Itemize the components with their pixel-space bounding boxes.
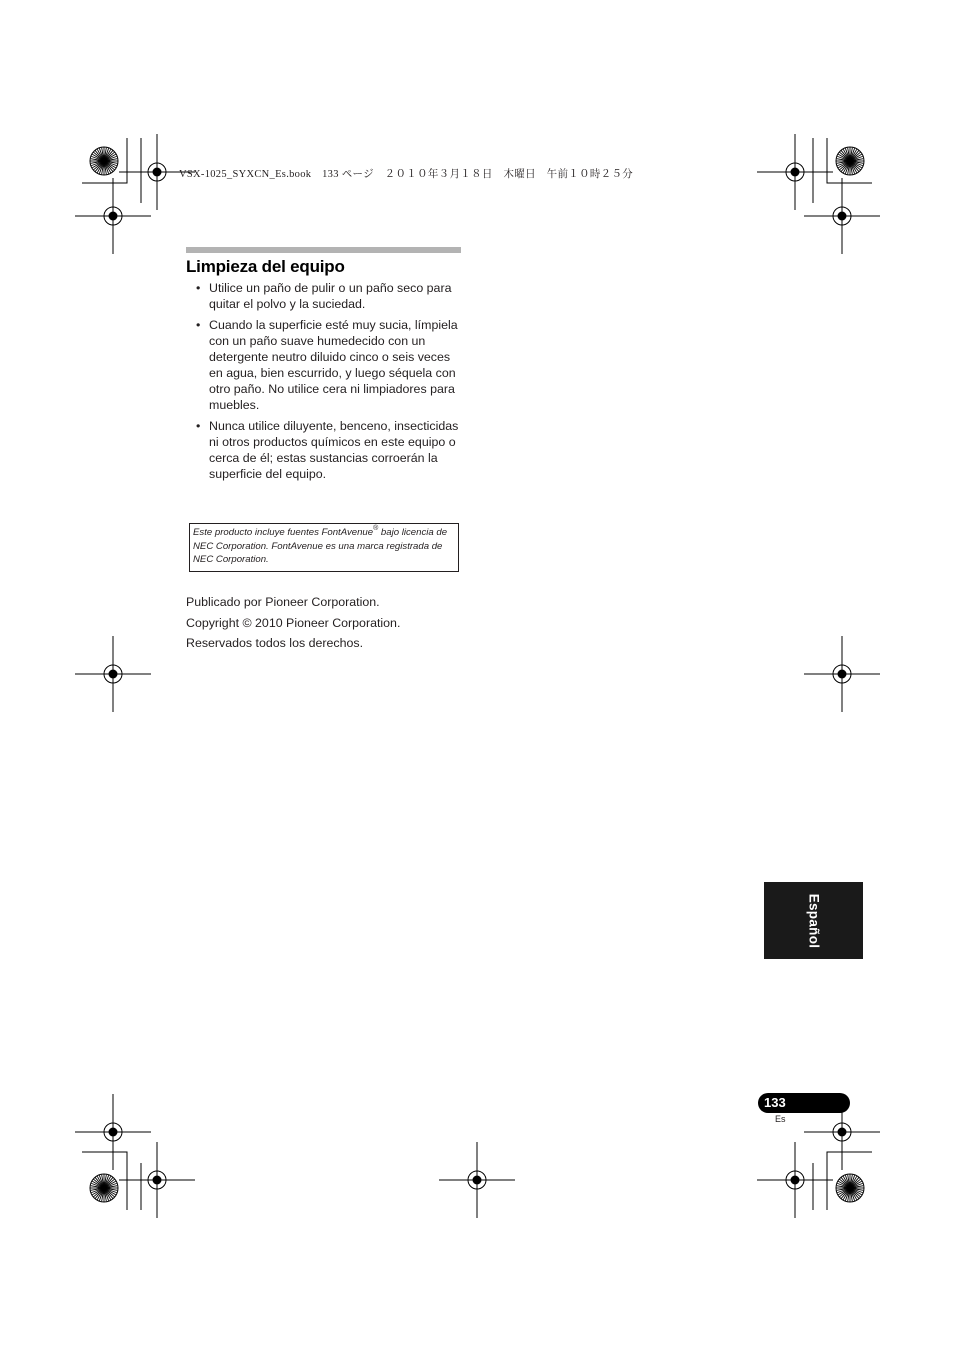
- language-tab-label: Español: [806, 893, 821, 948]
- cleaning-instructions: [193, 280, 465, 487]
- print-slug: VSX-1025_SYXCN_Es.book 133 ページ ２０１０年３月１８日 木曜日 午前１０時２５分: [179, 169, 634, 180]
- published-by: Publicado por Pioneer Corporation.: [186, 595, 380, 609]
- notice-text-end: bajo licencia de NEC Corporation. FontAvenue es una marca registrada de NEC Corporation.: [193, 527, 448, 565]
- rights-reserved: Reservados todos los derechos.: [186, 636, 364, 651]
- page-number-badge: [758, 1093, 850, 1113]
- list-item: • Nunca utilice diluyente, benceno, insecticidas ni otros productos químicos en este equipo o cerca de él; estas sustancias corroerán la superficie del equipo.: [193, 418, 465, 482]
- copyright: Copyright © 2010 Pioneer Corporation.: [186, 615, 401, 630]
- font-license-notice: [189, 523, 459, 572]
- list-item: • Utilice un paño de pulir o un paño seco para quitar el polvo y la suciedad.: [193, 280, 465, 312]
- registered-mark: ®: [373, 525, 379, 532]
- publisher-imprint: [186, 594, 400, 656]
- notice-text-start: Este producto incluye fuentes FontAvenue: [193, 527, 374, 538]
- page-language-code: Es: [775, 1114, 786, 1124]
- section-bar: [186, 247, 461, 253]
- page-number: 133: [764, 1095, 786, 1110]
- section-title: Limpieza del equipo: [186, 257, 345, 276]
- language-tab: [764, 882, 863, 959]
- list-item: • Cuando la superficie esté muy sucia, límpiela con un paño suave humedecido con un detergente neutro diluido cinco o seis veces en agua, bien escurrido, y luego séquela con otro paño. No utilice cera ni limpiadores para muebles.: [193, 317, 465, 413]
